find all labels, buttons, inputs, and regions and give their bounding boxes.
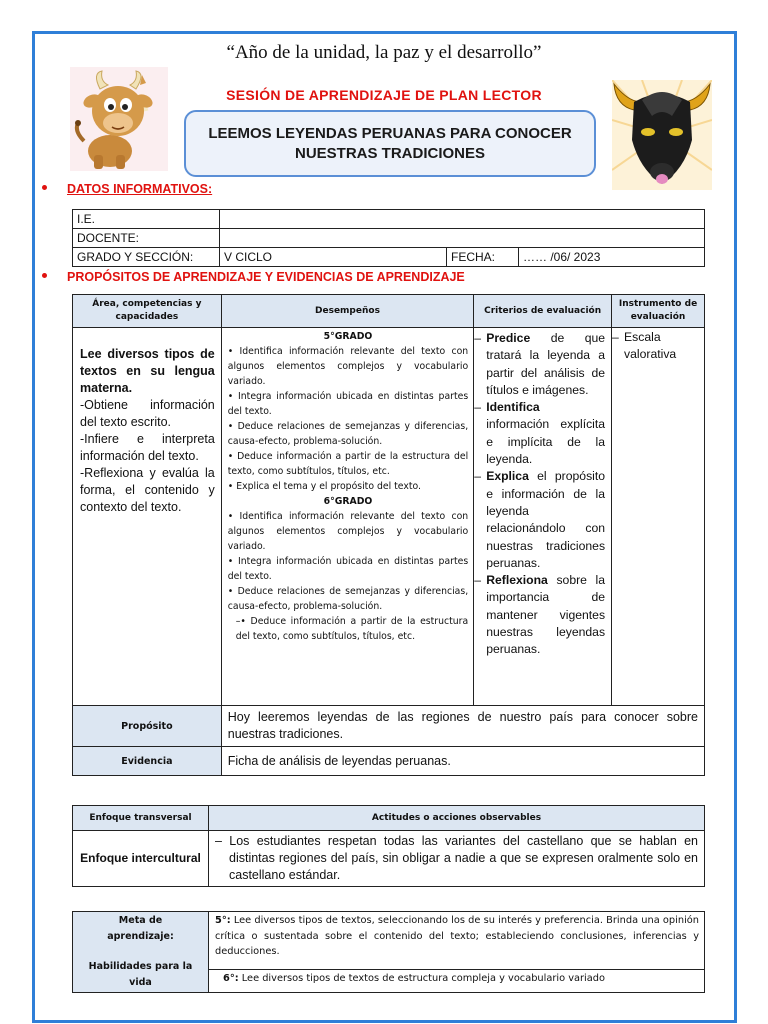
grado-value: V CICLO (220, 248, 447, 267)
enfoque-table (72, 805, 705, 887)
meta-label-cell (73, 912, 209, 993)
enfoque-label: Enfoque intercultural (73, 831, 209, 887)
ie-value (220, 210, 705, 229)
propositos-table (72, 294, 705, 776)
datos-heading (42, 182, 212, 196)
desempeno-item: • Integra información ubicada en distintas partes del texto. (227, 391, 469, 417)
grade6-tag: 6°: (223, 973, 239, 984)
desempeno-item: • Deduce relaciones de semejanzas y diferencias, causa-efecto, problema-solución. (227, 421, 469, 447)
fecha-label: FECHA: (447, 248, 519, 267)
proposito-label: Propósito (73, 706, 222, 747)
desempeno-item: • Explica el tema y el propósito del texto. (227, 481, 421, 492)
instrumento-cell (612, 328, 705, 706)
criterio-item: – Reflexiona sobre la importancia de mantener vigentes nuestras leyendas peruanas. (474, 573, 606, 657)
enfoque-text: – Los estudiantes respetan todas las variantes del castellano que se hablan en distintas regiones del país, sin obligar a nadie a que se expresen oralmente solo en castellano estándar. (209, 831, 705, 887)
grade5-meta-text: Lee diversos tipos de textos, seleccionando los de su interés y preferencia. Brinda una opinión crítica o sustentada sobre el contenido del texto; estableciendo conclusiones, inferencias y deducciones. (215, 915, 699, 957)
grade6-meta-text: Lee diversos tipos de textos de estructura compleja y vocabulario variado (238, 973, 605, 984)
evidencia-text: Ficha de análisis de leyendas peruanas. (221, 747, 704, 776)
meta-grade5 (209, 912, 705, 970)
desempeno-item: • Identifica información relevante del texto con algunos elementos complejos y vocabulario variado. (227, 511, 469, 552)
criterio-item: – Explica el propósito e información de la leyenda relacionándolo con nuestras tradiciones peruanas. (474, 469, 606, 570)
bullet-dot (42, 273, 47, 278)
datos-table (72, 209, 705, 267)
header-desempenos: Desempeños (221, 295, 473, 328)
desempeno-item: • Identifica información relevante del texto con algunos elementos complejos y vocabulario variado. (227, 346, 469, 387)
bullet-dot (42, 185, 47, 190)
grade6-title: 6°GRADO (323, 496, 373, 507)
desempeno-item: • Deduce información a partir de la estructura del texto, como subtítulos, títulos, etc. (227, 451, 469, 477)
ie-label: I.E. (73, 210, 220, 229)
fecha-value: …… /06/ 2023 (519, 248, 705, 267)
capacidad-item: -Reflexiona y evalúa la forma, el contenido y contexto del texto. (80, 466, 215, 514)
criterios-cell (474, 328, 612, 706)
propositos-heading (42, 270, 465, 284)
meta-table (72, 911, 705, 993)
datos-heading-text: DATOS INFORMATIVOS: (67, 182, 213, 196)
capacidad-item: -Infiere e interpreta información del texto. (80, 432, 215, 463)
main-title: LEEMOS LEYENDAS PERUANAS PARA CONOCER NUESTRAS TRADICIONES (184, 110, 596, 177)
competencia-cell (73, 328, 222, 706)
desempeno-item: • Deduce relaciones de semejanzas y diferencias, causa-efecto, problema-solución. (227, 586, 469, 612)
header-instrumento: Instrumento de evaluación (612, 295, 705, 328)
competencia-title: Lee diversos tipos de textos en su lengua materna. (80, 347, 215, 395)
grade5-tag: 5°: (215, 915, 231, 926)
habilidades-label: Habilidades para la vida (88, 961, 193, 988)
criterio-item: – Predice de que tratará la leyenda a partir del análisis de títulos e imágenes. (474, 331, 606, 397)
grade5-title: 5°GRADO (323, 331, 373, 342)
session-title: SESIÓN DE APRENDIZAJE DE PLAN LECTOR (226, 87, 542, 103)
desempenos-cell (221, 328, 473, 706)
header-area: Área, competencias y capacidades (73, 295, 222, 328)
meta-grade6 (209, 970, 705, 993)
grado-label: GRADO Y SECCIÓN: (73, 248, 220, 267)
docente-label: DOCENTE: (73, 229, 220, 248)
instrumento-item: – Escala valorativa (612, 330, 677, 361)
header-criterios: Criterios de evaluación (474, 295, 612, 328)
motto: “Año de la unidad, la paz y el desarrollo” (226, 42, 542, 63)
criterio-item: – Identifica información explícita e implícita de la leyenda. (474, 400, 606, 467)
calf-illustration (70, 67, 168, 171)
proposito-text: Hoy leeremos leyendas de las regiones de nuestro país para conocer sobre nuestras tradiciones. (221, 706, 704, 747)
capacidad-item: -Obtiene información del texto escrito. (80, 398, 215, 429)
desempeno-item: • Integra información ubicada en distintas partes del texto. (227, 556, 469, 582)
propositos-heading-text: PROPÓSITOS DE APRENDIZAJE Y EVIDENCIAS DE APRENDIZAJE (67, 270, 465, 284)
enfoque-header: Enfoque transversal (73, 806, 209, 831)
meta-label: Meta de aprendizaje: (107, 915, 174, 942)
docente-value (220, 229, 705, 248)
desempeno-item: –• Deduce información a partir de la estructura del texto, como subtítulos, títulos, etc. (235, 616, 469, 642)
evidencia-label: Evidencia (73, 747, 222, 776)
actitudes-header: Actitudes o acciones observables (209, 806, 705, 831)
